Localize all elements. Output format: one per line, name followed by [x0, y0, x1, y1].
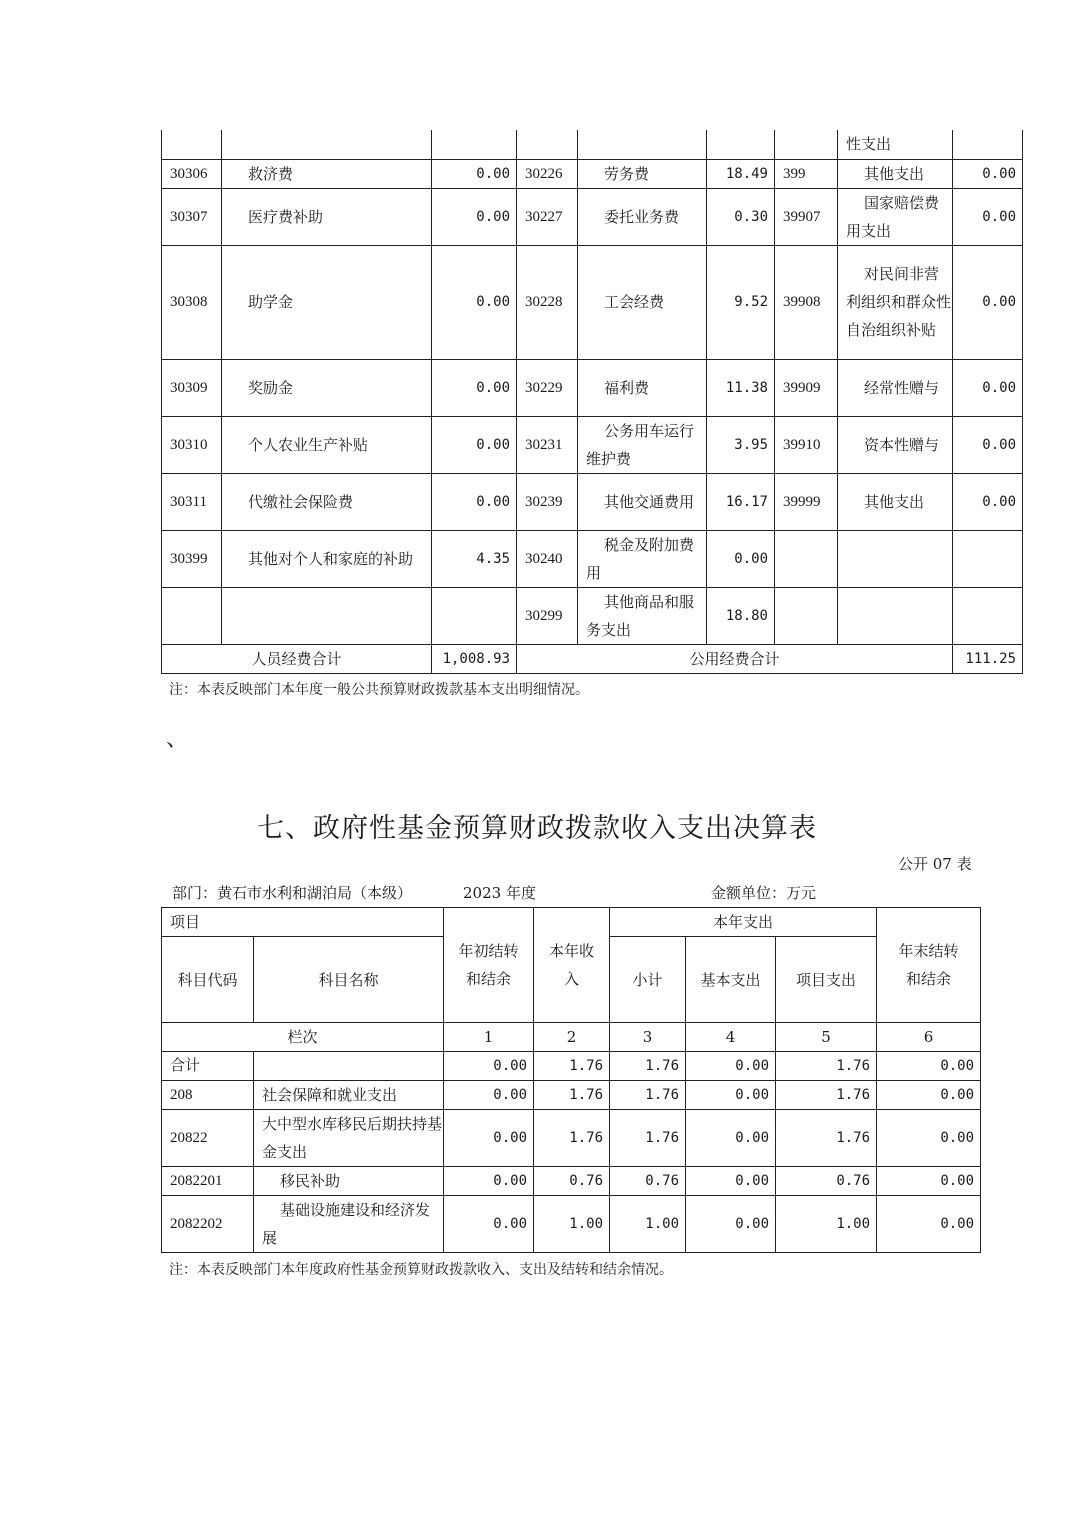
name-public: 税金及附加费用 [578, 530, 707, 587]
basic-expense-detail-table [161, 130, 1023, 674]
name-personnel: 助学金 [222, 245, 432, 359]
name-other [838, 530, 953, 587]
amount-cell: 1.76 [534, 1081, 610, 1110]
amount-cell: 0.76 [610, 1167, 686, 1196]
amount-cell: 1.76 [776, 1052, 877, 1081]
amount-cell: 0.00 [444, 1081, 534, 1110]
value-other: 0.00 [953, 473, 1023, 530]
amount-cell: 0.00 [686, 1081, 776, 1110]
header-begin-balance: 年初结转和结余 [444, 908, 534, 1023]
code-personnel: 30310 [162, 416, 222, 473]
value-personnel: 0.00 [432, 473, 517, 530]
amount-cell: 0.76 [534, 1167, 610, 1196]
value-personnel: 0.00 [432, 159, 517, 188]
subject-name: 社会保障和就业支出 [254, 1081, 444, 1110]
subject-name [254, 1052, 444, 1081]
empty-cell [775, 130, 838, 159]
code-public: 30226 [517, 159, 578, 188]
department-label: 部门：黄石市水利和湖泊局（本级） [172, 884, 413, 902]
public-total-label: 公用经费合计 [517, 644, 953, 673]
code-public: 30229 [517, 359, 578, 416]
code-public: 30227 [517, 188, 578, 245]
value-public: 0.30 [707, 188, 775, 245]
code-other: 399 [775, 159, 838, 188]
code-public: 30299 [517, 587, 578, 644]
column-number: 6 [877, 1023, 981, 1052]
amount-cell: 0.00 [877, 1196, 981, 1253]
header-end-balance: 年末结转和结余 [877, 908, 981, 1023]
name-other: 国家赔偿费用支出 [838, 188, 953, 245]
header-subtotal: 小计 [610, 937, 686, 1023]
amount-cell: 0.00 [686, 1167, 776, 1196]
table1-note: 注：本表反映部门本年度一般公共预算财政拨款基本支出明细情况。 [169, 682, 589, 698]
amount-cell: 1.76 [610, 1052, 686, 1081]
code-other: 39910 [775, 416, 838, 473]
name-personnel: 个人农业生产补贴 [222, 416, 432, 473]
name-personnel: 医疗费补助 [222, 188, 432, 245]
code-personnel [162, 587, 222, 644]
value-personnel: 0.00 [432, 416, 517, 473]
empty-cell [222, 130, 432, 159]
amount-cell: 1.76 [534, 1052, 610, 1081]
form-number: 公开 07 表 [898, 855, 972, 873]
page-title: 七、政府性基金预算财政拨款收入支出决算表 [257, 813, 817, 844]
table-row [162, 530, 1023, 587]
personnel-total-label: 人员经费合计 [162, 644, 432, 673]
personnel-total-value: 1,008.93 [432, 644, 517, 673]
amount-cell: 1.76 [610, 1081, 686, 1110]
amount-cell: 1.76 [776, 1110, 877, 1167]
amount-cell: 0.76 [776, 1167, 877, 1196]
gov-fund-budget-table [161, 907, 981, 1253]
value-personnel [432, 587, 517, 644]
amount-cell: 0.00 [444, 1052, 534, 1081]
value-other: 0.00 [953, 188, 1023, 245]
empty-cell [707, 130, 775, 159]
code-public: 30239 [517, 473, 578, 530]
header-income: 本年收入 [534, 908, 610, 1023]
name-personnel: 奖励金 [222, 359, 432, 416]
value-personnel: 0.00 [432, 245, 517, 359]
table-row [162, 1110, 981, 1167]
code-other: 39999 [775, 473, 838, 530]
name-other: 经常性赠与 [838, 359, 953, 416]
header-expense: 本年支出 [610, 908, 877, 937]
header-item: 项目 [162, 908, 444, 937]
total-row [162, 1052, 981, 1081]
subject-code: 2082201 [162, 1167, 254, 1196]
column-number: 1 [444, 1023, 534, 1052]
value-public: 16.17 [707, 473, 775, 530]
name-public: 福利费 [578, 359, 707, 416]
table-row [162, 359, 1023, 416]
header-project: 项目支出 [776, 937, 877, 1023]
subject-code: 2082202 [162, 1196, 254, 1253]
public-total-value: 111.25 [953, 644, 1023, 673]
table-row [162, 1196, 981, 1253]
value-public: 18.49 [707, 159, 775, 188]
value-other [953, 530, 1023, 587]
name-public: 公务用车运行维护费 [578, 416, 707, 473]
subject-name: 基础设施建设和经济发展 [254, 1196, 444, 1253]
header-code: 科目代码 [162, 937, 254, 1023]
name-other [838, 587, 953, 644]
amount-cell: 0.00 [877, 1052, 981, 1081]
code-public: 30231 [517, 416, 578, 473]
table-row [162, 473, 1023, 530]
code-personnel: 30307 [162, 188, 222, 245]
table-row [162, 159, 1023, 188]
table-row [162, 1167, 981, 1196]
name-personnel: 其他对个人和家庭的补助 [222, 530, 432, 587]
header-basic: 基本支出 [686, 937, 776, 1023]
code-other: 39909 [775, 359, 838, 416]
amount-unit: 金额单位：万元 [711, 884, 817, 902]
amount-cell: 0.00 [686, 1110, 776, 1167]
table-row [162, 188, 1023, 245]
name-public: 工会经费 [578, 245, 707, 359]
subject-code: 合计 [162, 1052, 254, 1081]
subject-name: 移民补助 [254, 1167, 444, 1196]
value-public: 11.38 [707, 359, 775, 416]
empty-cell [432, 130, 517, 159]
value-personnel: 4.35 [432, 530, 517, 587]
amount-cell: 1.76 [776, 1081, 877, 1110]
table-row [162, 587, 1023, 644]
name-other: 其他支出 [838, 159, 953, 188]
header-column-label: 栏次 [162, 1023, 444, 1052]
empty-cell [578, 130, 707, 159]
code-public: 30240 [517, 530, 578, 587]
empty-cell [162, 130, 222, 159]
value-public: 18.80 [707, 587, 775, 644]
table-row [162, 245, 1023, 359]
table-row [162, 1081, 981, 1110]
code-other: 39907 [775, 188, 838, 245]
value-other: 0.00 [953, 245, 1023, 359]
code-other [775, 530, 838, 587]
subject-code: 20822 [162, 1110, 254, 1167]
code-other: 39908 [775, 245, 838, 359]
code-public: 30228 [517, 245, 578, 359]
name-public: 委托业务费 [578, 188, 707, 245]
empty-cell [517, 130, 578, 159]
amount-cell: 1.00 [534, 1196, 610, 1253]
header-name: 科目名称 [254, 937, 444, 1023]
value-other: 0.00 [953, 159, 1023, 188]
amount-cell: 0.00 [686, 1052, 776, 1081]
amount-cell: 0.00 [444, 1167, 534, 1196]
amount-cell: 1.76 [534, 1110, 610, 1167]
amount-cell: 0.00 [686, 1196, 776, 1253]
code-personnel: 30311 [162, 473, 222, 530]
column-number: 3 [610, 1023, 686, 1052]
name-other: 对民间非营利组织和群众性自治组织补贴 [838, 245, 953, 359]
value-personnel: 0.00 [432, 359, 517, 416]
name-other: 资本性赠与 [838, 416, 953, 473]
name-public: 劳务费 [578, 159, 707, 188]
name-personnel [222, 587, 432, 644]
name-personnel: 代缴社会保险费 [222, 473, 432, 530]
code-personnel: 30399 [162, 530, 222, 587]
amount-cell: 0.00 [444, 1110, 534, 1167]
table-row [162, 416, 1023, 473]
table2-note: 注：本表反映部门本年度政府性基金预算财政拨款收入、支出及结转和结余情况。 [169, 1262, 673, 1278]
value-other [953, 587, 1023, 644]
column-number: 5 [776, 1023, 877, 1052]
code-personnel: 30309 [162, 359, 222, 416]
name-other: 其他支出 [838, 473, 953, 530]
empty-cell [953, 130, 1023, 159]
amount-cell: 0.00 [877, 1081, 981, 1110]
value-public: 0.00 [707, 530, 775, 587]
subject-name: 大中型水库移民后期扶持基金支出 [254, 1110, 444, 1167]
code-personnel: 30306 [162, 159, 222, 188]
amount-cell: 0.00 [877, 1110, 981, 1167]
amount-cell: 1.00 [776, 1196, 877, 1253]
amount-cell: 0.00 [877, 1167, 981, 1196]
amount-cell: 0.00 [444, 1196, 534, 1253]
name-public: 其他商品和服务支出 [578, 587, 707, 644]
value-other: 0.00 [953, 416, 1023, 473]
fiscal-year: 2023 年度 [463, 884, 536, 902]
value-personnel: 0.00 [432, 188, 517, 245]
code-personnel: 30308 [162, 245, 222, 359]
column-number: 2 [534, 1023, 610, 1052]
value-other: 0.00 [953, 359, 1023, 416]
stray-mark: 、 [166, 727, 189, 752]
cell-continued-text: 性支出 [838, 130, 953, 159]
subject-code: 208 [162, 1081, 254, 1110]
name-personnel: 救济费 [222, 159, 432, 188]
value-public: 3.95 [707, 416, 775, 473]
amount-cell: 1.76 [610, 1110, 686, 1167]
code-other [775, 587, 838, 644]
value-public: 9.52 [707, 245, 775, 359]
column-number: 4 [686, 1023, 776, 1052]
name-public: 其他交通费用 [578, 473, 707, 530]
amount-cell: 1.00 [610, 1196, 686, 1253]
